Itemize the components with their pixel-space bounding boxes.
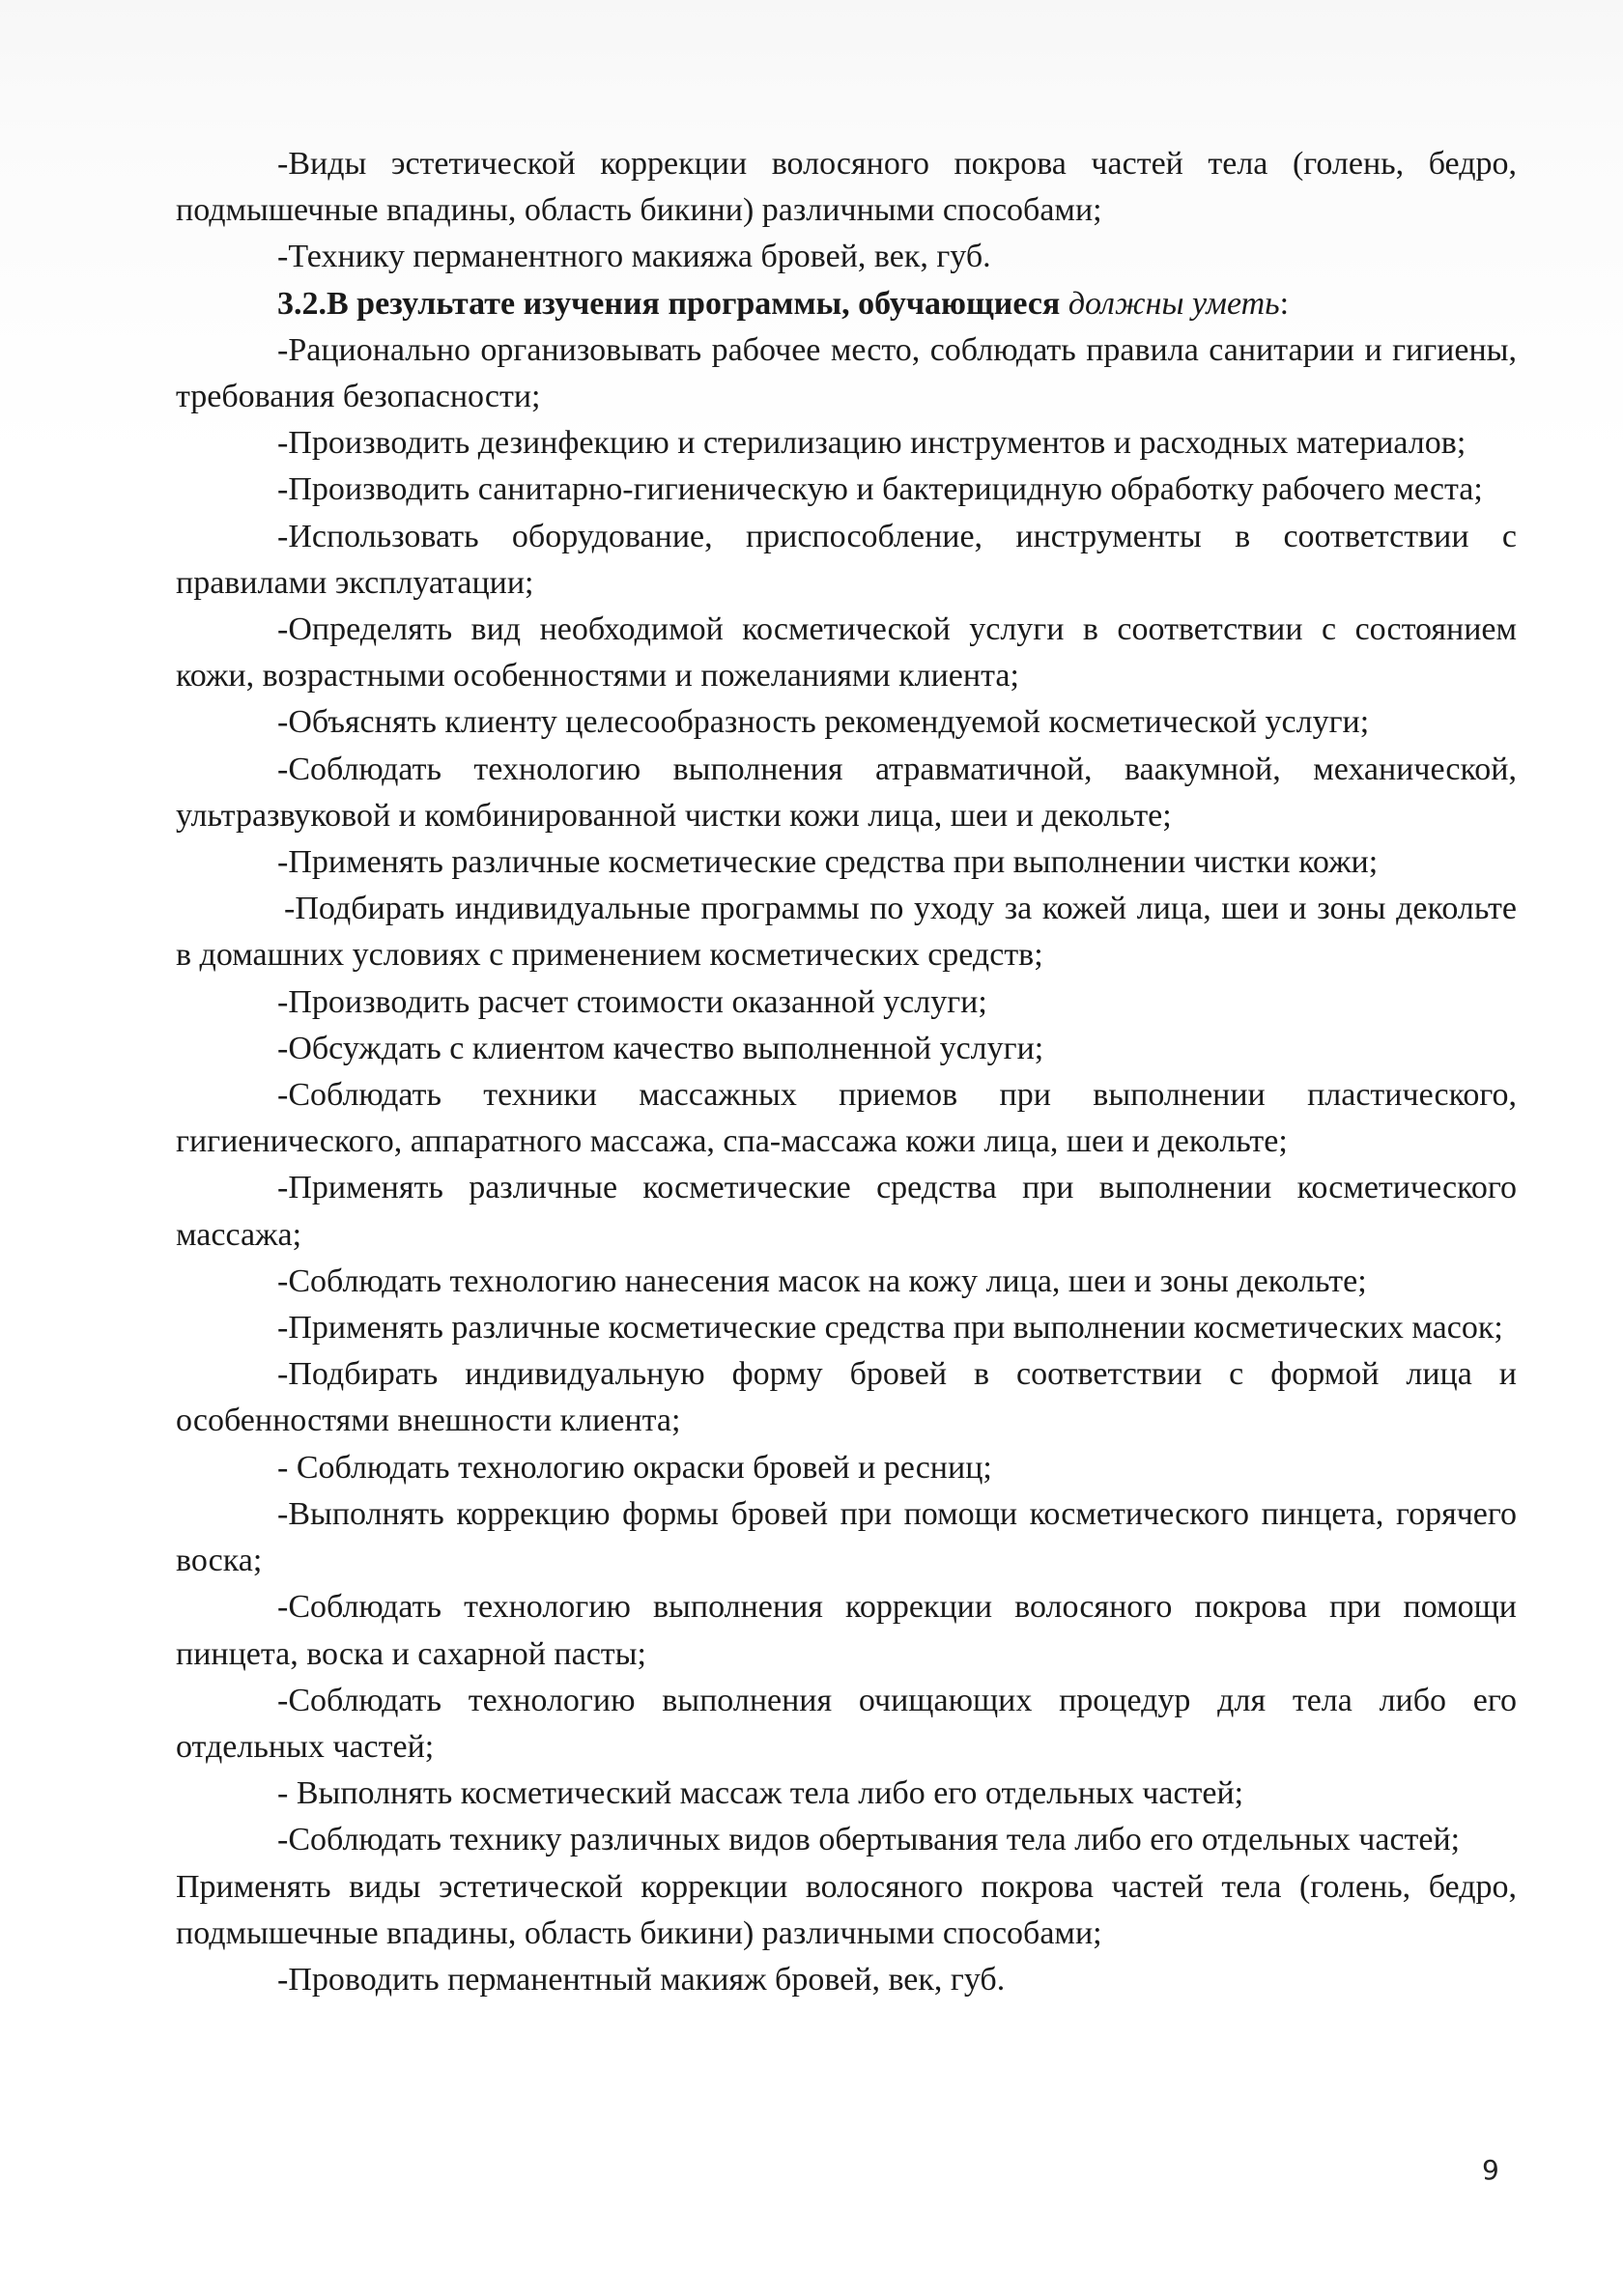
paragraph: - Выполнять косметический массаж тела либо его отдельных частей; [277, 1775, 1244, 1812]
page-body [176, 141, 1517, 2003]
paragraph: -Подбирать индивидуальные программы по уходу за кожей лица, шеи и зоны декольте в домашних условиях с применением косметических средств; [176, 891, 1517, 974]
section-heading [176, 281, 1517, 327]
page-number: 9 [1482, 2154, 1499, 2186]
heading-colon: : [1279, 285, 1290, 322]
paragraph: -Выполнять коррекцию формы бровей при помощи косметического пинцета, горячего воска; [176, 1495, 1517, 1579]
paragraph: -Использовать оборудование, приспособление, инструменты в соответствии с правилами эксплуатации; [176, 518, 1517, 601]
paragraph: -Рационально организовывать рабочее место, соблюдать правила санитарии и гигиены, требования безопасности; [176, 331, 1517, 415]
paragraph: -Подбирать индивидуальную форму бровей в соответствии с формой лица и особенностями внешности клиента; [176, 1356, 1517, 1439]
paragraph: -Применять различные косметические средства при выполнении косметического массажа; [176, 1170, 1517, 1253]
paragraph: -Соблюдать технику различных видов обертывания тела либо его отдельных частей; [277, 1822, 1461, 1858]
paragraph: - Соблюдать технологию окраски бровей и ресниц; [277, 1449, 992, 1486]
paragraph: -Соблюдать технологию выполнения атравматичной, ваакумной, механической, ультразвуковой и комбинированной чистки кожи лица, шеи и декольте; [176, 751, 1517, 834]
heading-italic-text: должны уметь [1068, 285, 1280, 322]
paragraph: -Производить санитарно-гигиеническую и бактерицидную обработку рабочего места; [277, 471, 1483, 508]
paragraph: -Виды эстетической коррекции волосяного покрова частей тела (голень, бедро, подмышечные впадины, область бикини) различными способами; [176, 146, 1517, 229]
paragraph: -Технику перманентного макияжа бровей, век, губ. [277, 239, 991, 275]
paragraph: -Применять различные косметические средства при выполнении косметических масок; [277, 1310, 1503, 1346]
paragraph: -Производить дезинфекцию и стерилизацию инструментов и расходных материалов; [277, 425, 1466, 462]
paragraph: -Определять вид необходимой косметической услуги в соответствии с состоянием кожи, возрастными особенностями и пожеланиями клиента; [176, 611, 1517, 694]
paragraph: -Соблюдать технологию выполнения очищающих процедур для тела либо его отдельных частей; [176, 1682, 1517, 1765]
paragraph: -Проводить перманентный макияж бровей, век, губ. [277, 1961, 1006, 1998]
paragraph: -Соблюдать технологию нанесения масок на кожу лица, шеи и зоны декольте; [277, 1262, 1367, 1299]
paragraph: Применять виды эстетической коррекции волосяного покрова частей тела (голень, бедро, подмышечные впадины, область бикини) различными способами; [176, 1868, 1517, 1951]
paragraph: -Применять различные косметические средства при выполнении чистки кожи; [277, 844, 1379, 881]
paragraph: -Соблюдать технологию выполнения коррекции волосяного покрова при помощи пинцета, воска и сахарной пасты; [176, 1589, 1517, 1672]
paragraph: -Обсуждать с клиентом качество выполненной услуги; [277, 1030, 1044, 1066]
paragraph: -Соблюдать техники массажных приемов при выполнении пластического, гигиенического, аппаратного массажа, спа-массажа кожи лица, шеи и декольте; [176, 1077, 1517, 1160]
paragraph: -Объяснять клиенту целесообразность рекомендуемой косметической услуги; [277, 704, 1370, 741]
heading-bold-text: 3.2.В результате изучения программы, обучающиеся [277, 285, 1068, 322]
paragraph: -Производить расчет стоимости оказанной услуги; [277, 983, 987, 1020]
